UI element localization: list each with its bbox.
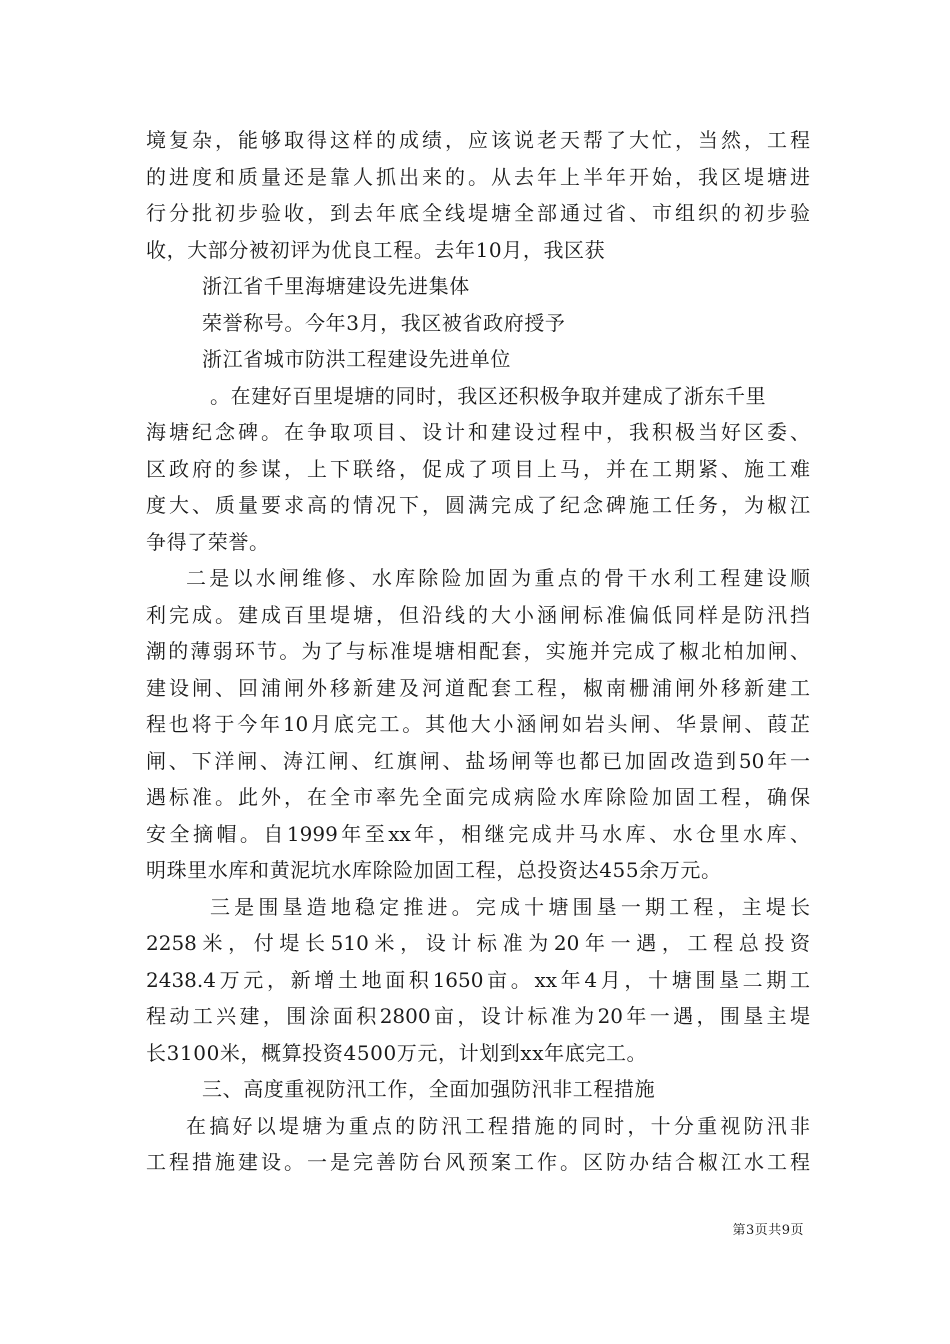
text-line: 利完成。建成百里堤塘，但沿线的大小涵闸标准偏低同样是防汛挡 [146, 602, 810, 627]
text-line: 建设闸、回浦闸外移新建及河道配套工程，椒南栅浦闸外移新建工 [146, 675, 810, 700]
text-line: 行分批初步验收，到去年底全线堤塘全部通过省、市组织的初步验 [146, 201, 810, 225]
text-line: 区政府的参谋，上下联络，促成了项目上马，并在工期紧、施工难 [146, 456, 810, 481]
text-line: 2438.4万元，新增土地面积1650亩。xx年4月，十塘围垦二期工 [146, 967, 810, 992]
text-line: 收，大部分被初评为优良工程。去年10月，我区获 [146, 237, 606, 262]
text-line: 。在建好百里堤塘的同时，我区还积极争取并建成了浙东千里 [210, 383, 767, 408]
body-text [146, 122, 810, 1181]
text-line: 的进度和质量还是靠人抓出来的。从去年上半年开始，我区堤塘进 [146, 164, 810, 189]
text-line: 二是以水闸维修、水库除险加固为重点的骨干水利工程建设顺 [186, 566, 810, 590]
text-line: 程也将于今年10月底完工。其他大小涵闸如岩头闸、华景闸、葭芷 [146, 712, 810, 736]
text-line: 安全摘帽。自1999年至xx年，相继完成井马水库、水仓里水库、 [146, 821, 810, 846]
text-line: 程动工兴建，围涂面积2800亩，设计标准为20年一遇，围垦主堤 [146, 1004, 810, 1028]
text-line: 明珠里水库和黄泥坑水库除险加固工程，总投资达455余万元。 [146, 858, 722, 882]
page-number: 第3页共9页 [732, 1223, 804, 1238]
text-line: 长3100米，概算投资4500万元，计划到xx年底完工。 [146, 1040, 648, 1065]
text-line: 度大、质量要求高的情况下，圆满完成了纪念碑施工任务，为椒江 [146, 493, 810, 517]
text-line: 闸、下洋闸、涛江闸、红旗闸、盐场闸等也都已加固改造到50年一 [146, 748, 810, 773]
text-line: 潮的薄弱环节。为了与标准堤塘相配套，实施并完成了椒北柏加闸、 [146, 639, 810, 663]
text-line: 荣誉称号。今年3月，我区被省政府授予 [202, 310, 566, 335]
text-line: 浙江省千里海塘建设先进集体 [202, 274, 470, 298]
text-line: 在搞好以堤塘为重点的防汛工程措施的同时，十分重视防汛非 [186, 1113, 810, 1138]
text-line: 遇标准。此外，在全市率先全面完成病险水库除险加固工程，确保 [146, 785, 810, 809]
text-line: 海塘纪念碑。在争取项目、设计和建设过程中，我积极当好区委、 [146, 420, 810, 444]
text-line: 2258米，付堤长510米，设计标准为20年一遇，工程总投资 [146, 931, 810, 955]
text-line: 浙江省城市防洪工程建设先进单位 [202, 347, 511, 371]
text-line: 境复杂，能够取得这样的成绩，应该说老天帮了大忙，当然，工程 [146, 128, 810, 152]
text-line: 工程措施建设。一是完善防台风预案工作。区防办结合椒江水工程 [146, 1150, 810, 1174]
text-line: 三是围垦造地稳定推进。完成十塘围垦一期工程，主堤长 [210, 894, 810, 919]
text-line: 三、高度重视防汛工作，全面加强防汛非工程措施 [202, 1077, 656, 1101]
text-line: 争得了荣誉。 [146, 529, 270, 554]
